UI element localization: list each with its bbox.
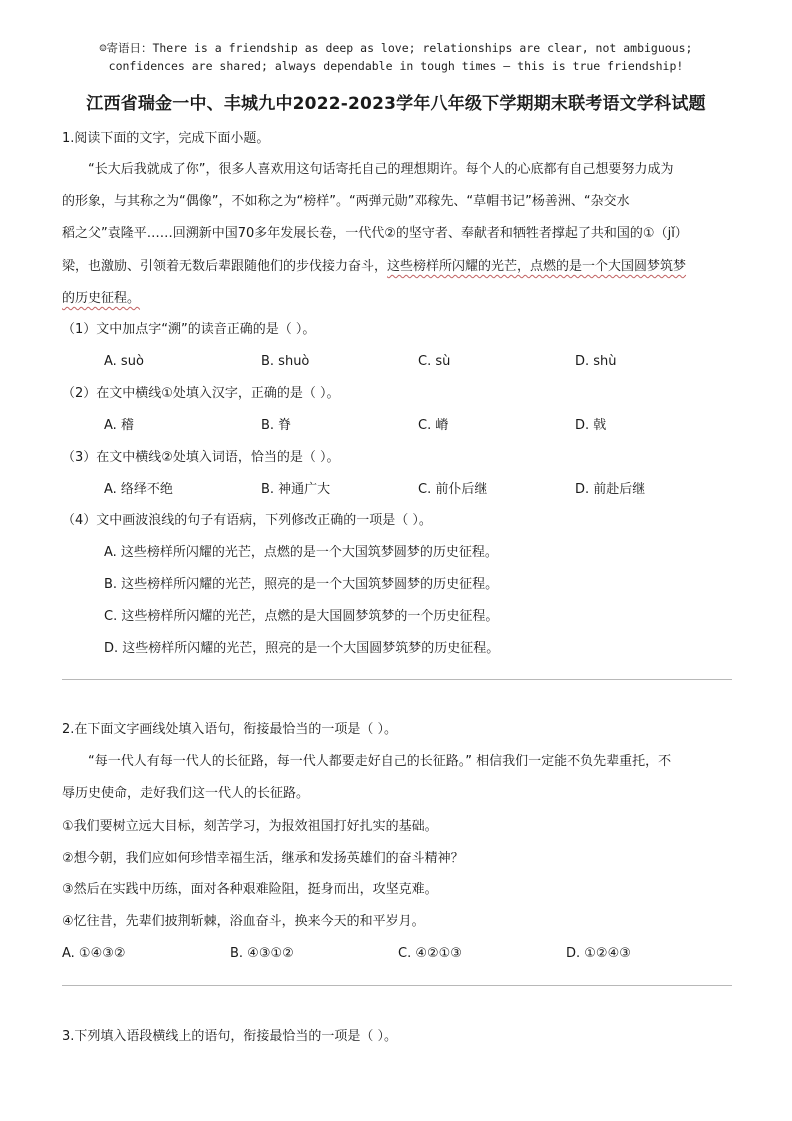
q1-sub3-option-d[interactable]: D. 前赴后继 (575, 482, 646, 497)
q1-sub1-option-d[interactable]: D. shù (575, 354, 617, 369)
motto (40, 39, 752, 75)
q2-item: ②想今朝，我们应如何珍惜幸福生活，继承和发扬英雄们的奋斗精神？ (62, 851, 464, 866)
q1-sub1-option-b[interactable]: B. shuò (261, 354, 310, 369)
q1-sub4-option-c[interactable]: C. 这些榜样所闪耀的光芒，点燃的是大国圆梦筑梦的一个历史征程。 (104, 609, 499, 624)
motto-line-2: confidences are shared; always dependable in tough times — this is true friendship! (108, 59, 684, 73)
q2-passage-line: 辱历史使命，走好我们这一代人的长征路。 (62, 786, 310, 801)
q1-sub3-prompt: （3）在文中横线②处填入词语，恰当的是（ ）。 (62, 450, 340, 465)
section-divider (62, 679, 732, 680)
q1-sub4-option-a[interactable]: A. 这些榜样所闪耀的光芒，点燃的是一个大国筑梦圆梦的历史征程。 (104, 545, 498, 560)
q1-sub2-prompt: （2）在文中横线①处填入汉字，正确的是（ ）。 (62, 386, 340, 401)
motto-line-1: ☺寄语日：There is a friendship as deep as love; relationships are clear, not ambiguous; (99, 41, 693, 55)
q1-passage-line-5 (62, 290, 140, 308)
q1-sub2-option-b[interactable]: B. 脊 (261, 418, 292, 433)
q2-item: ①我们要树立远大目标，刻苦学习，为报效祖国打好扎实的基础。 (62, 819, 438, 834)
q1-wavy-sentence-end: 的历史征程。 (62, 291, 141, 306)
q1-sub3-option-a[interactable]: A. 络绎不绝 (104, 482, 173, 497)
q1-passage-line: 稻之父”袁隆平……回溯新中国70多年发展长卷，一代代②的坚守者、奉献者和牺牲者撑起了共和国的①（jǐ） (62, 226, 688, 241)
q2-option-b[interactable]: B. ④③①② (230, 946, 294, 961)
q1-sub2-option-a[interactable]: A. 稽 (104, 418, 134, 433)
q2-passage-line: “每一代人有每一代人的长征路，每一代人都要走好自己的长征路。” 相信我们一定能不负先辈重托，不 (88, 754, 672, 769)
q1-sub1-option-c[interactable]: C. sù (418, 354, 451, 369)
q1-sub2-option-c[interactable]: C. 嵴 (418, 418, 449, 433)
q1-sub4-option-d[interactable]: D. 这些榜样所闪耀的光芒，照亮的是一个大国圆梦筑梦的历史征程。 (104, 641, 500, 656)
q1-stem: 1.阅读下面的文字，完成下面小题。 (62, 131, 270, 146)
q1-passage-text: 梁，也激励、引领着无数后辈跟随他们的步伐接力奋斗， (62, 259, 388, 274)
q2-item: ④忆往昔，先辈们披荆斩棘，浴血奋斗，换来今天的和平岁月。 (62, 914, 425, 929)
q1-sub4-option-b[interactable]: B. 这些榜样所闪耀的光芒，照亮的是一个大国筑梦圆梦的历史征程。 (104, 577, 499, 592)
q1-sub3-option-b[interactable]: B. 神通广大 (261, 482, 331, 497)
q2-stem: 2.在下面文字画线处填入语句，衔接最恰当的一项是（ ）。 (62, 722, 398, 737)
q2-item: ③然后在实践中历练，面对各种艰难险阻，挺身而出，攻坚克难。 (62, 882, 438, 897)
section-divider (62, 985, 732, 986)
q2-option-d[interactable]: D. ①②④③ (566, 946, 631, 961)
q1-sub2-option-d[interactable]: D. 戟 (575, 418, 607, 433)
q2-option-a[interactable]: A. ①④③② (62, 946, 126, 961)
q2-option-c[interactable]: C. ④②①③ (398, 946, 462, 961)
q1-passage-line-4 (62, 258, 686, 276)
q1-sub1-prompt: （1）文中加点字“溯”的读音正确的是（ ）。 (62, 322, 316, 337)
q1-wavy-sentence: 这些榜样所闪耀的光芒，点燃的是一个大国圆梦筑梦 (387, 259, 687, 274)
q1-sub1-option-a[interactable]: A. suò (104, 354, 144, 369)
q1-sub3-option-c[interactable]: C. 前仆后继 (418, 482, 488, 497)
q1-passage-line: “长大后我就成了你”，很多人喜欢用这句话寄托自己的理想期许。每个人的心底都有自己想要努力成为 (88, 162, 674, 177)
q3-stem: 3.下列填入语段横线上的语句，衔接最恰当的一项是（ ）。 (62, 1029, 398, 1044)
q1-passage-line: 的形象，与其称之为“偶像”，不如称之为“榜样”。“两弹元勋”邓稼先、“草帽书记”杨善洲、“杂交水 (62, 194, 630, 209)
q1-sub4-prompt: （4）文中画波浪线的句子有语病，下列修改正确的一项是（ ）。 (62, 513, 432, 528)
document-title: 江西省瑞金一中、丰城九中2022-2023学年八年级下学期期末联考语文学科试题 (86, 94, 706, 114)
